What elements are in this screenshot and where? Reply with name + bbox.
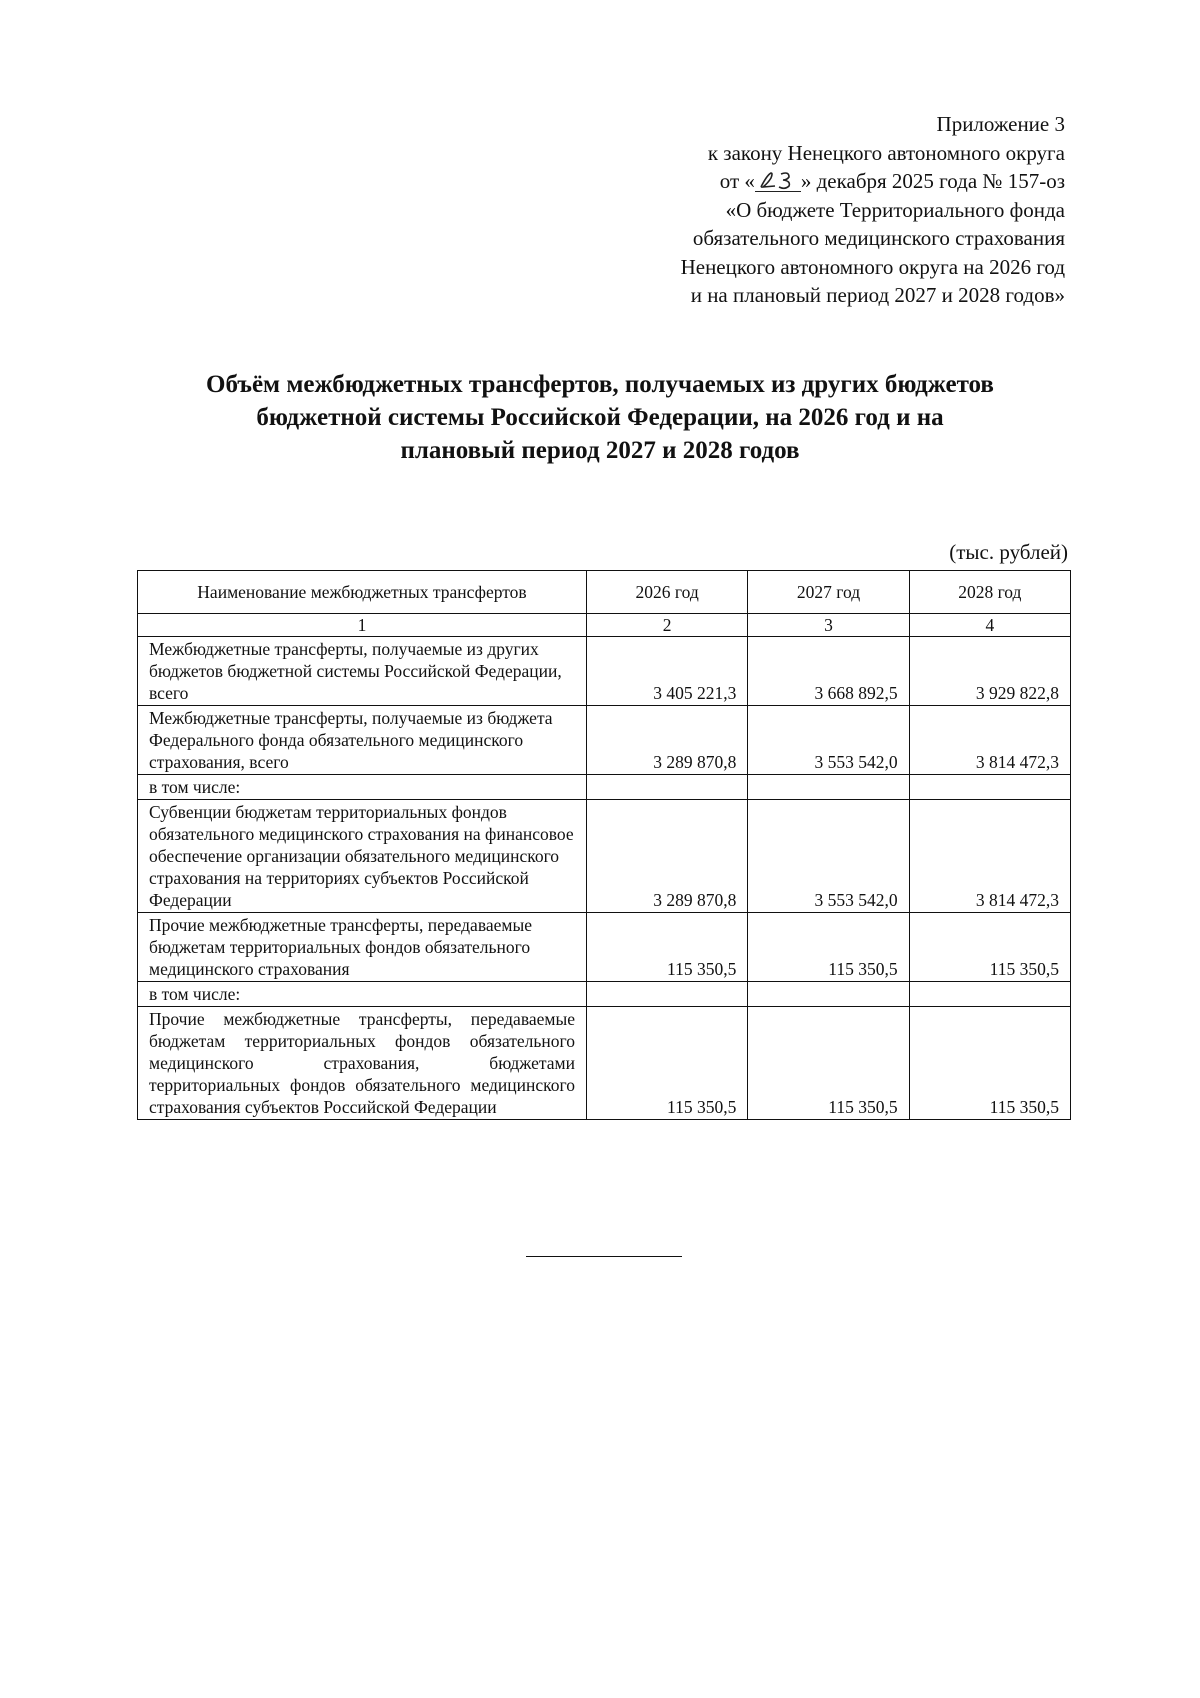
- law-title-line-3: Ненецкого автономного округа на 2026 год: [680, 254, 1065, 279]
- title-line-3: плановый период 2027 и 2028 годов: [400, 437, 800, 464]
- column-number: 4: [909, 614, 1070, 637]
- row-name: в том числе:: [138, 982, 587, 1007]
- row-name: Межбюджетные трансферты, получаемые из бюджета Федерального фонда обязательного медицинского страхования, всего: [138, 706, 587, 775]
- header-2027: 2027 год: [748, 571, 909, 614]
- column-number: 1: [138, 614, 587, 637]
- table-row: [138, 637, 1071, 706]
- handwritten-day-icon: [759, 169, 799, 191]
- row-value-2027: [748, 982, 909, 1007]
- header-2026: 2026 год: [587, 571, 748, 614]
- table-row: [138, 982, 1071, 1007]
- closing-separator-line: [526, 1256, 682, 1257]
- row-value-2026: 3 289 870,8: [587, 706, 748, 775]
- law-date-suffix: » декабря 2025 года № 157-оз: [800, 169, 1065, 193]
- row-value-2027: 3 553 542,0: [748, 706, 909, 775]
- appendix-header: [681, 110, 1065, 310]
- transfers-table: [137, 570, 1071, 1120]
- row-name: Прочие межбюджетные трансферты, передаваемые бюджетам территориальных фондов обязательного медицинского страхования, бюджетами территориальных фондов обязательного медицинского страхования субъектов Российской Федерации: [138, 1007, 587, 1120]
- law-date-prefix: от «: [719, 169, 755, 193]
- table-row: [138, 706, 1071, 775]
- column-number: 3: [748, 614, 909, 637]
- table-row: [138, 800, 1071, 913]
- column-number-row: [138, 614, 1071, 637]
- row-value-2028: 3 814 472,3: [909, 706, 1070, 775]
- row-value-2026: [587, 982, 748, 1007]
- row-name: Прочие межбюджетные трансферты, передаваемые бюджетам территориальных фондов обязательного медицинского страхования: [138, 913, 587, 982]
- row-value-2026: [587, 775, 748, 800]
- row-value-2028: 115 350,5: [909, 913, 1070, 982]
- table-row: [138, 775, 1071, 800]
- row-value-2026: 3 405 221,3: [587, 637, 748, 706]
- law-date-line: [681, 167, 1065, 196]
- column-number: 2: [587, 614, 748, 637]
- row-value-2026: 115 350,5: [587, 913, 748, 982]
- row-name: в том числе:: [138, 775, 587, 800]
- units-label: (тыс. рублей): [949, 540, 1068, 564]
- handwritten-day: [755, 169, 801, 192]
- appendix-number: Приложение 3: [936, 112, 1065, 136]
- table-header-row: [138, 571, 1071, 614]
- table-row: [138, 913, 1071, 982]
- row-value-2026: 3 289 870,8: [587, 800, 748, 913]
- row-value-2028: [909, 982, 1070, 1007]
- row-name: Субвенции бюджетам территориальных фондов обязательного медицинского страхования на финансовое обеспечение организации обязательного медицинского страхования на территориях субъектов Российской Федерации: [138, 800, 587, 913]
- row-value-2027: 115 350,5: [748, 913, 909, 982]
- table-row: [138, 1007, 1071, 1120]
- row-value-2027: 3 668 892,5: [748, 637, 909, 706]
- law-reference: к закону Ненецкого автономного округа: [707, 140, 1065, 165]
- row-value-2028: 3 814 472,3: [909, 800, 1070, 913]
- law-title-line-4: и на плановый период 2027 и 2028 годов»: [690, 283, 1065, 307]
- row-value-2027: 3 553 542,0: [748, 800, 909, 913]
- title-line-2: бюджетной системы Российской Федерации, на 2026 год и на: [256, 404, 944, 431]
- row-value-2027: [748, 775, 909, 800]
- row-value-2026: 115 350,5: [587, 1007, 748, 1120]
- row-value-2028: 115 350,5: [909, 1007, 1070, 1120]
- header-name: Наименование межбюджетных трансфертов: [138, 571, 587, 614]
- row-value-2027: 115 350,5: [748, 1007, 909, 1120]
- row-name: Межбюджетные трансферты, получаемые из других бюджетов бюджетной системы Российской Федерации, всего: [138, 637, 587, 706]
- row-value-2028: [909, 775, 1070, 800]
- document-title: [120, 368, 1080, 467]
- title-line-1: Объём межбюджетных трансфертов, получаемых из других бюджетов: [206, 371, 994, 398]
- header-2028: 2028 год: [909, 571, 1070, 614]
- row-value-2028: 3 929 822,8: [909, 637, 1070, 706]
- law-title-line-2: обязательного медицинского страхования: [692, 226, 1065, 250]
- law-title-line-1: «О бюджете Территориального фонда: [725, 197, 1065, 222]
